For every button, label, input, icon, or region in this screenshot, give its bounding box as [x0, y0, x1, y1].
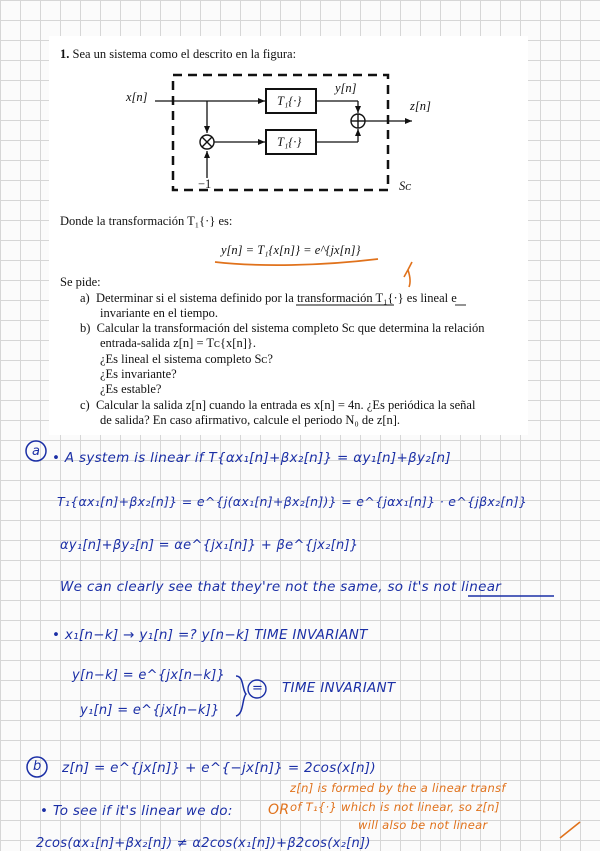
not-linear-label: not linear	[433, 579, 502, 595]
orange-note-2: of T₁{·} which is not linear, so z[n]	[290, 800, 500, 814]
note-y1-output: y₁[n] = e^{jx[n−k]}	[80, 703, 220, 718]
marker-b: b	[33, 759, 42, 774]
problem-number: 1.	[60, 47, 70, 61]
equals-symbol: =	[252, 681, 264, 696]
item-b-line1: b) Calcular la transformación del sistema completo Sᴄ que determina la relación	[80, 321, 485, 335]
note-shifted-output: y[n−k] = e^{jx[n−k]}	[72, 668, 226, 683]
equation: y[n] = T₁{x[n]} = e^{jx[n]}	[221, 243, 361, 257]
note-or: OR	[268, 802, 290, 818]
item-c-line1: c) Calcular la salida z[n] cuando la entrada es x[n] = 4n. ¿Es periódica la señal	[80, 398, 476, 412]
brace	[236, 676, 246, 716]
transform-intro: Donde la transformación T₁{·} es:	[60, 214, 233, 228]
item-b-line2: entrada-salida z[n] = Tᴄ{x[n]}.	[100, 336, 256, 350]
item-a-line1: a) Determinar si el sistema definido por la transformación T₁{·} es lineal e	[80, 291, 457, 305]
block-bottom-label: T₁{·}	[277, 135, 302, 149]
note-linear-check: • To see if it's linear we do:	[40, 803, 233, 819]
note-conclusion	[60, 579, 501, 595]
note-time-invariant: TIME INVARIANT	[282, 680, 396, 696]
item-b-line5: ¿Es estable?	[100, 382, 162, 396]
minus-one-label: −1	[198, 177, 212, 191]
note-z-output: z[n] = e^{jx[n]} + e^{−jx[n]} = 2cos(x[n])	[62, 760, 376, 776]
orange-note-3: will also be not linear	[358, 818, 488, 832]
item-c-line2: de salida? En caso afirmativo, calcule el periodo N₀ de z[n].	[100, 413, 401, 427]
note-cos-comparison: 2cos(αx₁[n]+βx₂[n]) ≠ α2cos(x₁[n])+β2cos(x₂[n])	[36, 836, 371, 851]
diagram-output-label: z[n]	[410, 99, 431, 113]
note-alpha-beta-sum: αy₁[n]+βy₂[n] = αe^{jx₁[n]} + βe^{jx₂[n]}	[60, 538, 359, 553]
note-conclusion-text: We can clearly see that they're not the same, so it's	[60, 579, 429, 595]
system-label: Sᴄ	[399, 179, 411, 193]
block-top-label: T₁{·}	[277, 94, 302, 108]
note-time-shift: • x₁[n−k] → y₁[n] =? y[n−k] TIME INVARIANT	[52, 627, 368, 643]
marker-a: a	[32, 444, 41, 459]
orange-tick	[560, 822, 580, 838]
se-pide: Se pide:	[60, 275, 101, 289]
problem-intro-text: Sea un sistema como el descrito en la figura:	[72, 47, 297, 61]
orange-note-1: z[n] is formed by the a linear transf	[290, 781, 506, 795]
item-a-line2: invariante en el tiempo.	[100, 306, 219, 320]
item-b-line4: ¿Es invariante?	[100, 367, 177, 381]
note-linear-def: • A system is linear if T{αx₁[n]+βx₂[n]} = αy₁[n]+βy₂[n]	[52, 450, 451, 466]
item-b-line3: ¿Es lineal el sistema completo Sᴄ?	[100, 352, 273, 366]
note-t1-expansion: T₁{αx₁[n]+βx₂[n]} = e^{j(αx₁[n]+βx₂[n])} = e^{jαx₁[n]} · e^{jβx₂[n]}	[57, 494, 528, 509]
diagram-input-label: x[n]	[126, 90, 148, 104]
diagram-mid-label: y[n]	[335, 81, 357, 95]
